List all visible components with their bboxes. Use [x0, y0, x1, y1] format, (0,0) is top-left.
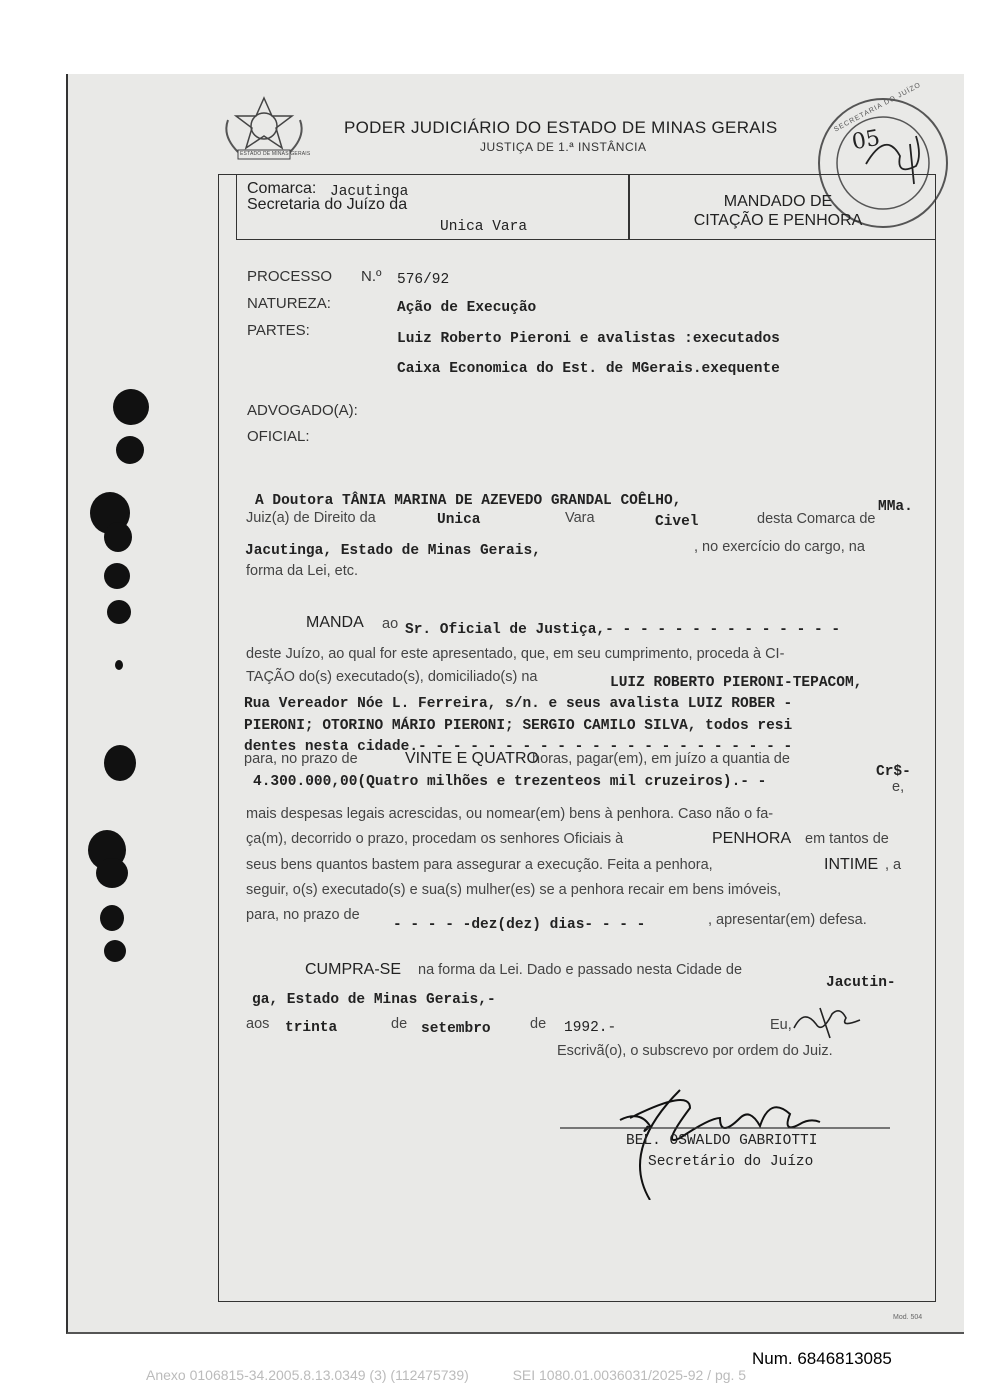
cumpra-rest: na forma da Lei. Dado e passado nesta Cidade de: [418, 962, 743, 978]
paragraph2-line1: mais despesas legais acrescidas, ou nomear(em) bens à penhora. Caso não o fa-: [246, 806, 774, 822]
escrivao-initials-icon: [790, 1002, 870, 1042]
partes-label: PARTES:: [247, 322, 310, 339]
paragraph2-line3-post: , a: [885, 857, 902, 873]
eu-text: Eu,: [770, 1017, 792, 1033]
amount-tail: e,: [892, 779, 905, 795]
manda-label: MANDA: [306, 614, 364, 631]
de-2: de: [530, 1016, 547, 1032]
day-value: trinta: [285, 1020, 338, 1036]
paragraph1-line2: deste Juízo, ao qual for este apresentado, que, em seu cumprimento, proceda à CI-: [246, 646, 785, 662]
amount-line: 4.300.000,00(Quatro milhões e trezenteos mil cruzeiros).- -: [253, 774, 767, 790]
prazo-value: VINTE E QUATRO: [405, 750, 539, 767]
court-title: PODER JUDICIÁRIO DO ESTADO DE MINAS GERAIS: [344, 118, 778, 137]
punch-hole: [100, 905, 124, 931]
cumpra-se: CUMPRA-SE: [305, 961, 402, 978]
seal-banner-text: ESTADO DE MINAS GERAIS: [240, 151, 311, 157]
partes-line-1: Luiz Roberto Pieroni e avalistas :executados: [397, 331, 780, 347]
punch-hole: [104, 563, 130, 589]
juiz-prefix: Juiz(a) de Direito da: [246, 510, 376, 526]
comarca-suffix: desta Comarca de: [757, 511, 876, 527]
stamp-number: 05: [850, 125, 882, 156]
avalistas-line: PIERONI; OTORINO MÁRIO PIERONI; SERGIO CAMILO SILVA, todos resi: [244, 718, 793, 734]
paragraph1-line3-typed: LUIZ ROBERTO PIERONI-TEPACOM,: [610, 675, 863, 691]
ao-text: ao: [382, 616, 399, 632]
advogado-label: ADVOGADO(A):: [247, 402, 358, 419]
month-value: setembro: [421, 1021, 491, 1037]
natureza-value: Ação de Execução: [397, 300, 537, 316]
punch-hole: [104, 940, 126, 962]
annex-reference: [146, 1367, 746, 1383]
prazo-suffix: horas, pagar(em), em juízo a quantia de: [532, 751, 790, 767]
oficial-label: OFICIAL:: [247, 428, 310, 445]
oficial-typed: Sr. Oficial de Justiça,- - - - - - - - - - - - - -: [405, 622, 841, 638]
document-type-line1: MANDADO DE: [723, 193, 833, 210]
judge-title: MMa.: [878, 499, 913, 515]
numero-label: N.º: [361, 268, 382, 285]
prazo-prefix: para, no prazo de: [244, 751, 358, 767]
forma-text: forma da Lei, etc.: [246, 563, 359, 579]
city-line: Jacutinga, Estado de Minas Gerais,: [245, 543, 541, 559]
paragraph2-line4: seguir, o(s) executado(s) e sua(s) mulher(es) se a penhora recair em bens imóveis,: [246, 882, 782, 898]
vara-label: Vara: [565, 510, 595, 526]
instance-title: JUSTIÇA DE 1.ª INSTÂNCIA: [480, 140, 647, 154]
processo-label: PROCESSO: [247, 268, 333, 285]
header-box-divider: [628, 174, 630, 240]
secretaria-label: Secretaria do Juízo da: [247, 196, 408, 213]
form-code: Mod. 504: [893, 1314, 923, 1321]
escrivao-text: Escrivã(o), o subscrevo por ordem do Juiz.: [557, 1043, 833, 1059]
city-typed-1: Jacutin-: [826, 975, 896, 991]
address-line: Rua Vereador Nóe L. Ferreira, s/n. e seus avalista LUIZ ROBER -: [244, 696, 793, 712]
secretaria-value: Unica Vara: [440, 219, 528, 235]
document-number: Num. 6846813085: [752, 1349, 892, 1368]
aos-text: aos: [246, 1016, 270, 1032]
annex-text: Anexo 0106815-34.2005.8.13.0349 (3) (112475739): [146, 1367, 469, 1383]
currency-symbol: Cr$-: [876, 764, 911, 780]
defesa-suffix: , apresentar(em) defesa.: [708, 912, 867, 928]
signatory-name: BEL. OSWALDO GABRIOTTI: [626, 1133, 818, 1149]
paragraph1-line3-prefix: TAÇÃO do(s) executado(s), domiciliado(s) na: [246, 669, 538, 685]
residentes-line: dentes nesta cidade.- - - - - - - - - - - - - - - - - - - - - -: [244, 739, 793, 755]
handwritten-signature-icon: [560, 1060, 900, 1200]
penhora-word: PENHORA: [712, 830, 792, 847]
sei-text: SEI 1080.01.0036031/2025-92 / pg. 5: [512, 1367, 747, 1383]
paragraph2-line2-post: em tantos de: [805, 831, 889, 847]
punch-hole: [107, 600, 131, 624]
punch-hole: [115, 660, 123, 670]
punch-hole: [104, 522, 132, 552]
de-1: de: [391, 1016, 408, 1032]
intime-word: INTIME: [824, 856, 879, 873]
processo-value: 576/92: [397, 272, 450, 288]
year-value: 1992.-: [564, 1020, 617, 1036]
paragraph2-line2-pre: ça(m), decorrido o prazo, procedam os senhores Oficiais à: [246, 831, 624, 847]
signatory-role: Secretário do Juízo: [648, 1154, 814, 1170]
defesa-typed: - - - - -dez(dez) dias- - - -: [393, 917, 646, 933]
punch-hole: [116, 436, 144, 464]
punch-hole: [113, 389, 149, 425]
vara-number: Unica: [437, 512, 481, 528]
stamp-ring-text: SECRETARIA DO JUÍZO: [833, 81, 923, 134]
judge-name-line: A Doutora TÂNIA MARINA DE AZEVEDO GRANDAL COÊLHO,: [255, 493, 682, 509]
partes-line-2: Caixa Economica do Est. de MGerais.exequente: [397, 361, 780, 377]
punch-hole: [104, 745, 136, 781]
city-typed-2: ga, Estado de Minas Gerais,-: [252, 992, 496, 1008]
punch-hole: [96, 858, 128, 888]
document-type: [688, 192, 868, 230]
natureza-label: NATUREZA:: [247, 295, 331, 312]
exercicio-text: , no exercício do cargo, na: [694, 539, 865, 555]
comarca-value: Jacutinga: [330, 184, 409, 200]
comarca-label: Comarca:: [247, 180, 317, 197]
document-type-line2: CITAÇÃO E PENHORA: [693, 212, 863, 229]
defesa-prefix: para, no prazo de: [246, 907, 360, 923]
vara-type: Civel: [655, 514, 699, 530]
paragraph2-line3-pre: seus bens quantos bastem para assegurar a execução. Feita a penhora,: [246, 857, 713, 873]
